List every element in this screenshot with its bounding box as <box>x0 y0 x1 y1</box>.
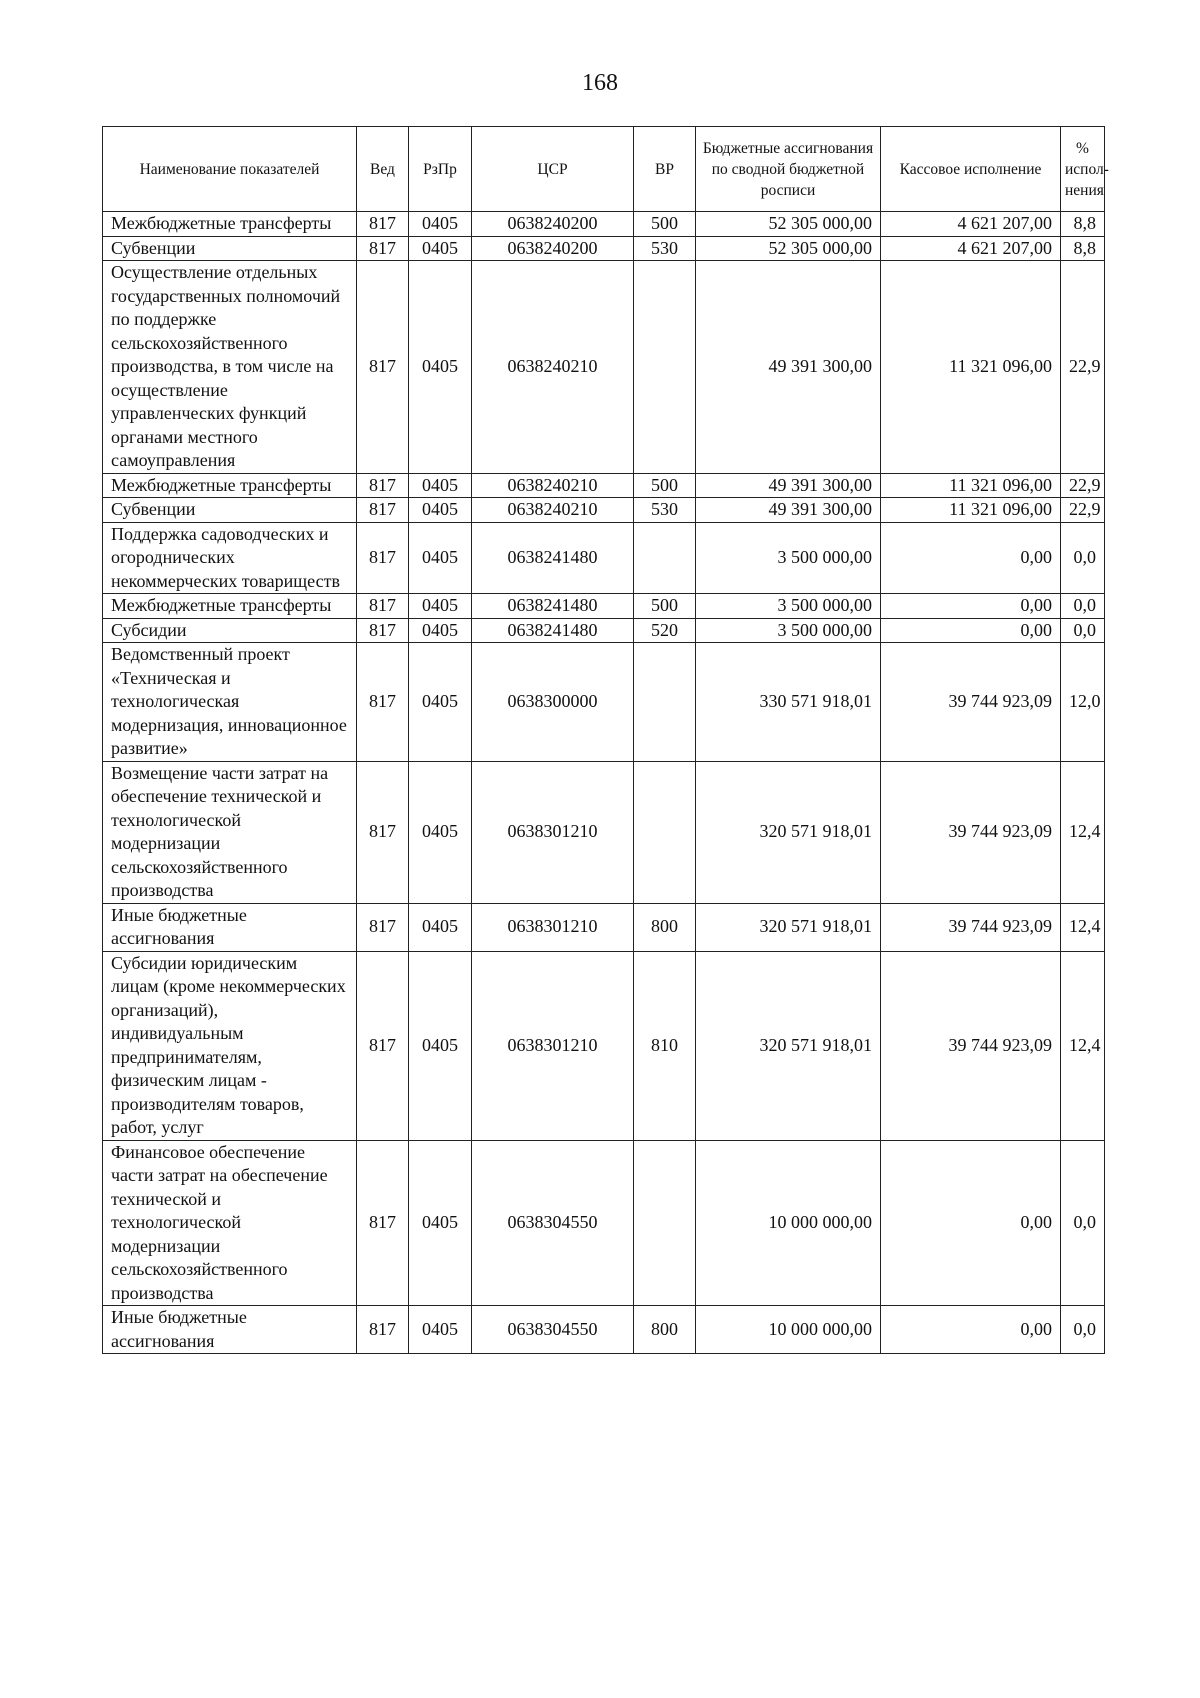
cell-pct: 22,9 <box>1061 261 1105 474</box>
cell-ved: 817 <box>357 522 409 594</box>
header-ved: Вед <box>357 127 409 212</box>
cell-vr: 800 <box>634 1306 696 1354</box>
cell-name: Иные бюджетные ассигнования <box>103 903 357 951</box>
cell-assign: 3 500 000,00 <box>696 618 881 643</box>
cell-ved: 817 <box>357 212 409 237</box>
page-number: 168 <box>582 70 618 96</box>
cell-csr: 0638240200 <box>472 236 634 261</box>
cell-rzpr: 0405 <box>409 236 472 261</box>
cell-pct: 0,0 <box>1061 618 1105 643</box>
cell-assign: 49 391 300,00 <box>696 473 881 498</box>
cell-pct: 22,9 <box>1061 498 1105 523</box>
cell-csr: 0638301210 <box>472 903 634 951</box>
cell-pct: 12,4 <box>1061 761 1105 903</box>
cell-csr: 0638304550 <box>472 1306 634 1354</box>
cell-csr: 0638240210 <box>472 473 634 498</box>
cell-vr: 800 <box>634 903 696 951</box>
cell-vr <box>634 643 696 762</box>
cell-ved: 817 <box>357 643 409 762</box>
cell-rzpr: 0405 <box>409 1306 472 1354</box>
cell-name: Межбюджетные трансферты <box>103 212 357 237</box>
cell-rzpr: 0405 <box>409 903 472 951</box>
cell-ved: 817 <box>357 236 409 261</box>
cell-pct: 12,4 <box>1061 951 1105 1140</box>
cell-csr: 0638240200 <box>472 212 634 237</box>
cell-cash: 11 321 096,00 <box>881 498 1061 523</box>
cell-cash: 39 744 923,09 <box>881 643 1061 762</box>
cell-name: Возмещение части затрат на обеспечение технической и технологической модернизации сельскохозяйственного производства <box>103 761 357 903</box>
budget-table <box>102 126 1109 1354</box>
cell-csr: 0638240210 <box>472 261 634 474</box>
cell-name: Иные бюджетные ассигнования <box>103 1306 357 1354</box>
table-row <box>103 236 1105 261</box>
cell-name: Осуществление отдельных государственных полномочий по поддержке сельскохозяйственного производства, в том числе на осуществление управленческих функций органами местного самоуправления <box>103 261 357 474</box>
cell-assign: 330 571 918,01 <box>696 643 881 762</box>
cell-assign: 49 391 300,00 <box>696 261 881 474</box>
cell-vr: 810 <box>634 951 696 1140</box>
cell-name: Межбюджетные трансферты <box>103 473 357 498</box>
cell-pct: 0,0 <box>1061 594 1105 619</box>
cell-csr: 0638301210 <box>472 761 634 903</box>
cell-name: Субвенции <box>103 498 357 523</box>
cell-vr: 500 <box>634 212 696 237</box>
table-row <box>103 261 1105 474</box>
cell-rzpr: 0405 <box>409 522 472 594</box>
cell-cash: 4 621 207,00 <box>881 236 1061 261</box>
cell-name: Поддержка садоводческих и огороднических некоммерческих товариществ <box>103 522 357 594</box>
table-header-row <box>103 127 1105 212</box>
cell-rzpr: 0405 <box>409 761 472 903</box>
cell-ved: 817 <box>357 1306 409 1354</box>
cell-cash: 4 621 207,00 <box>881 212 1061 237</box>
cell-vr: 530 <box>634 236 696 261</box>
table-row <box>103 594 1105 619</box>
cell-name: Субвенции <box>103 236 357 261</box>
header-name: Наименование показателей <box>103 127 357 212</box>
header-csr: ЦСР <box>472 127 634 212</box>
cell-pct: 12,4 <box>1061 903 1105 951</box>
cell-vr <box>634 1140 696 1306</box>
cell-vr <box>634 261 696 474</box>
cell-cash: 0,00 <box>881 522 1061 594</box>
cell-csr: 0638241480 <box>472 594 634 619</box>
header-vr: ВР <box>634 127 696 212</box>
cell-cash: 11 321 096,00 <box>881 473 1061 498</box>
table-row <box>103 643 1105 762</box>
cell-assign: 52 305 000,00 <box>696 236 881 261</box>
cell-assign: 3 500 000,00 <box>696 522 881 594</box>
cell-rzpr: 0405 <box>409 473 472 498</box>
cell-ved: 817 <box>357 498 409 523</box>
cell-assign: 10 000 000,00 <box>696 1306 881 1354</box>
cell-cash: 39 744 923,09 <box>881 903 1061 951</box>
cell-cash: 11 321 096,00 <box>881 261 1061 474</box>
cell-name: Ведомственный проект «Техническая и технологическая модернизация, инновационное развитие» <box>103 643 357 762</box>
cell-rzpr: 0405 <box>409 498 472 523</box>
cell-ved: 817 <box>357 261 409 474</box>
table-row <box>103 903 1105 951</box>
cell-rzpr: 0405 <box>409 1140 472 1306</box>
cell-cash: 0,00 <box>881 594 1061 619</box>
table-row <box>103 212 1105 237</box>
cell-name: Субсидии <box>103 618 357 643</box>
header-assign: Бюджетные ассигнования по сводной бюджетной росписи <box>696 127 881 212</box>
cell-csr: 0638300000 <box>472 643 634 762</box>
cell-vr <box>634 522 696 594</box>
cell-rzpr: 0405 <box>409 618 472 643</box>
cell-pct: 0,0 <box>1061 1140 1105 1306</box>
cell-cash: 39 744 923,09 <box>881 761 1061 903</box>
table-row <box>103 1140 1105 1306</box>
cell-cash: 0,00 <box>881 1306 1061 1354</box>
cell-assign: 52 305 000,00 <box>696 212 881 237</box>
table-row <box>103 473 1105 498</box>
cell-cash: 39 744 923,09 <box>881 951 1061 1140</box>
cell-pct: 12,0 <box>1061 643 1105 762</box>
cell-cash: 0,00 <box>881 618 1061 643</box>
header-rzpr: РзПр <box>409 127 472 212</box>
table-row <box>103 761 1105 903</box>
table-row <box>103 1306 1105 1354</box>
cell-pct: 8,8 <box>1061 236 1105 261</box>
cell-assign: 49 391 300,00 <box>696 498 881 523</box>
cell-pct: 0,0 <box>1061 522 1105 594</box>
cell-rzpr: 0405 <box>409 594 472 619</box>
cell-csr: 0638304550 <box>472 1140 634 1306</box>
table-row <box>103 618 1105 643</box>
cell-rzpr: 0405 <box>409 951 472 1140</box>
cell-csr: 0638241480 <box>472 522 634 594</box>
cell-ved: 817 <box>357 951 409 1140</box>
cell-assign: 10 000 000,00 <box>696 1140 881 1306</box>
cell-csr: 0638241480 <box>472 618 634 643</box>
header-pct: % испол-нения <box>1061 127 1105 212</box>
cell-ved: 817 <box>357 1140 409 1306</box>
cell-ved: 817 <box>357 594 409 619</box>
cell-ved: 817 <box>357 473 409 498</box>
cell-vr: 520 <box>634 618 696 643</box>
cell-rzpr: 0405 <box>409 261 472 474</box>
cell-assign: 320 571 918,01 <box>696 951 881 1140</box>
header-cash: Кассовое исполнение <box>881 127 1061 212</box>
cell-assign: 320 571 918,01 <box>696 903 881 951</box>
table-row <box>103 951 1105 1140</box>
cell-vr: 500 <box>634 473 696 498</box>
cell-csr: 0638301210 <box>472 951 634 1140</box>
cell-pct: 0,0 <box>1061 1306 1105 1354</box>
cell-ved: 817 <box>357 618 409 643</box>
table-row <box>103 498 1105 523</box>
cell-name: Межбюджетные трансферты <box>103 594 357 619</box>
cell-rzpr: 0405 <box>409 643 472 762</box>
cell-vr: 530 <box>634 498 696 523</box>
cell-pct: 22,9 <box>1061 473 1105 498</box>
cell-pct: 8,8 <box>1061 212 1105 237</box>
cell-ved: 817 <box>357 903 409 951</box>
cell-csr: 0638240210 <box>472 498 634 523</box>
cell-rzpr: 0405 <box>409 212 472 237</box>
cell-ved: 817 <box>357 761 409 903</box>
table-row <box>103 522 1105 594</box>
cell-name: Финансовое обеспечение части затрат на обеспечение технической и технологической модернизации сельскохозяйственного производства <box>103 1140 357 1306</box>
cell-name: Субсидии юридическим лицам (кроме некоммерческих организаций), индивидуальным предпринимателям, физическим лицам - производителям товаров, работ, услуг <box>103 951 357 1140</box>
cell-vr: 500 <box>634 594 696 619</box>
cell-assign: 320 571 918,01 <box>696 761 881 903</box>
cell-cash: 0,00 <box>881 1140 1061 1306</box>
cell-vr <box>634 761 696 903</box>
cell-assign: 3 500 000,00 <box>696 594 881 619</box>
